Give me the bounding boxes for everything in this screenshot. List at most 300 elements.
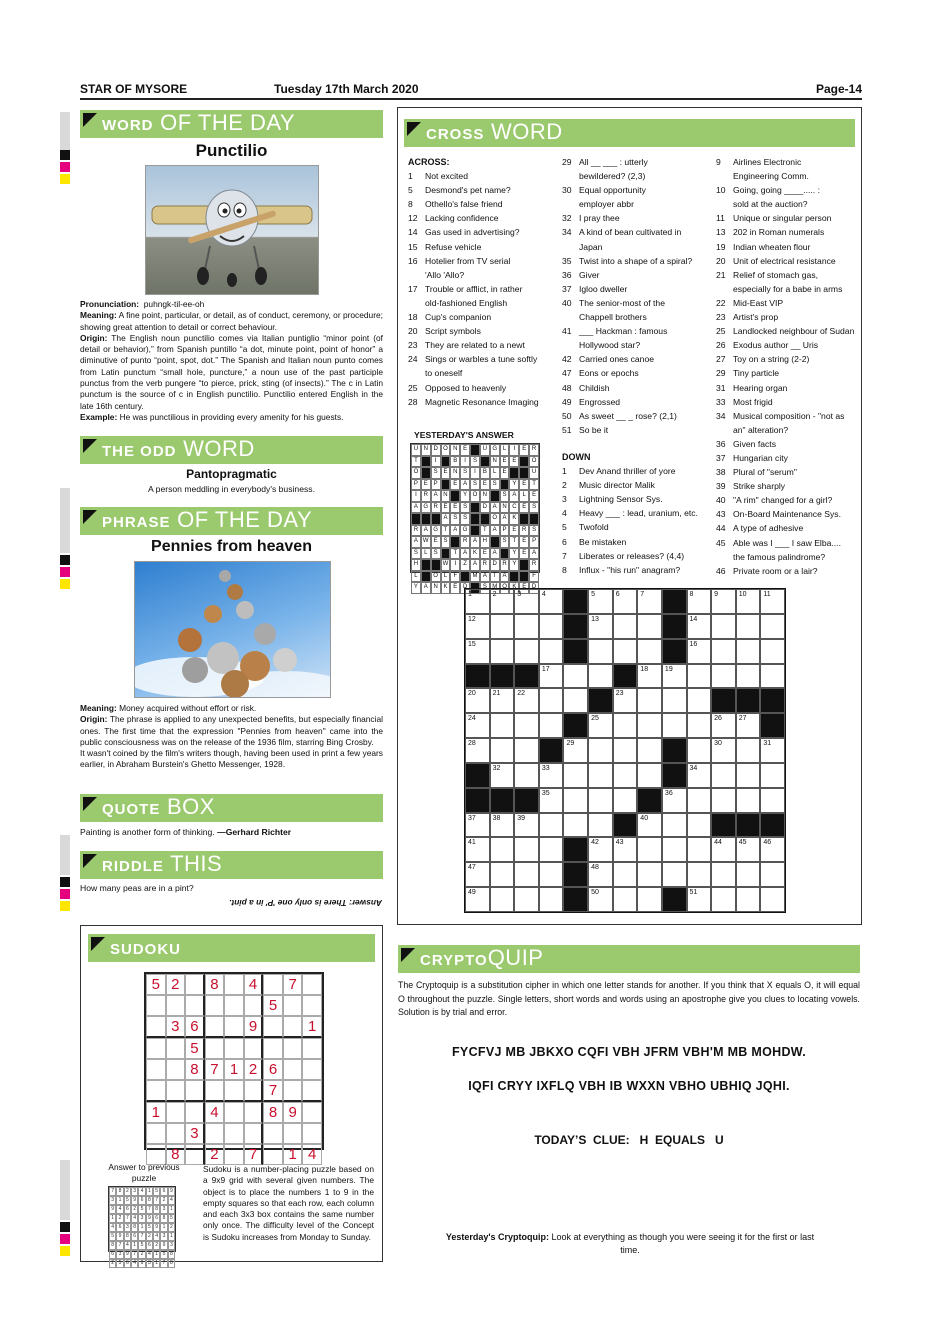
crossword-cell[interactable]: [613, 614, 638, 639]
clue-item: [716, 536, 858, 550]
crossword-cell[interactable]: [539, 713, 564, 738]
crossword-cell[interactable]: [736, 639, 761, 664]
banner-big: WORD: [183, 436, 255, 461]
crossword-cell[interactable]: [662, 713, 687, 738]
crossword-cell[interactable]: 13: [588, 614, 613, 639]
crossword-cell[interactable]: [711, 788, 736, 813]
crossword-cell[interactable]: [563, 688, 588, 713]
clue-text: Mid-East VIP: [733, 297, 784, 308]
airplane-image: [145, 165, 319, 295]
crossword-cell[interactable]: 7: [637, 589, 662, 614]
crossword-cell[interactable]: [637, 738, 662, 763]
crossword-cell[interactable]: 44: [711, 837, 736, 862]
sudoku-cell[interactable]: [166, 1059, 186, 1080]
crossword-cell[interactable]: [687, 664, 712, 689]
crossword-cell[interactable]: [539, 862, 564, 887]
sudoku-cell[interactable]: [166, 1080, 186, 1102]
answer-block: [500, 479, 510, 491]
sudoku-cell[interactable]: [224, 1123, 244, 1144]
crossword-cell[interactable]: 37: [465, 813, 490, 838]
crossword-cell[interactable]: 2: [490, 589, 515, 614]
crossword-cell[interactable]: [760, 614, 785, 639]
sudoku-cell[interactable]: [146, 1059, 166, 1080]
answer-cell: I: [509, 444, 519, 456]
answer-sudoku-cell: 2: [160, 1196, 167, 1205]
sudoku-cell[interactable]: [283, 1080, 303, 1102]
answer-sudoku-cell: 4: [153, 1232, 160, 1241]
down-clues-col2: [562, 450, 712, 577]
answer-cell: A: [421, 525, 431, 537]
crossword-cell[interactable]: [760, 763, 785, 788]
color-swatch: [60, 162, 70, 172]
sudoku-cell[interactable]: [302, 974, 322, 995]
crossword-cell[interactable]: [711, 614, 736, 639]
sudoku-cell[interactable]: [302, 1059, 322, 1080]
crossword-cell[interactable]: [687, 688, 712, 713]
sudoku-cell[interactable]: [224, 995, 244, 1016]
sudoku-cell[interactable]: [146, 1016, 166, 1038]
crossword-cell[interactable]: [588, 813, 613, 838]
crossword-cell[interactable]: [736, 763, 761, 788]
answer-block: [421, 571, 431, 583]
crossword-cell[interactable]: 46: [760, 837, 785, 862]
clue-text: Private room or a lair?: [733, 565, 818, 576]
clue-item: [562, 211, 712, 225]
answer-block: [519, 467, 529, 479]
sudoku-cell[interactable]: [146, 995, 166, 1016]
crossword-cell[interactable]: [539, 688, 564, 713]
crossword-cell[interactable]: 18: [637, 664, 662, 689]
clue-number: 1: [408, 171, 413, 182]
crossword-cell[interactable]: 20: [465, 688, 490, 713]
answer-sudoku-cell: 4: [146, 1250, 153, 1259]
answer-cell: M: [470, 571, 480, 583]
crossword-cell[interactable]: 17: [539, 664, 564, 689]
clue-item: [408, 268, 556, 282]
answer-block: [480, 456, 490, 468]
answer-sudoku-cell: 2: [146, 1232, 153, 1241]
origin-text-2: It wasn't coined by the film's writers though, having been used in print a few years earlier, in Abraham Burstein's Ghetto Messenger, 1928.: [80, 748, 383, 770]
sudoku-cell[interactable]: [283, 1016, 303, 1038]
sudoku-cell[interactable]: [302, 995, 322, 1016]
answer-sudoku-cell: 4: [131, 1214, 138, 1223]
sudoku-cell[interactable]: [283, 1123, 303, 1144]
crossword-cell[interactable]: [687, 713, 712, 738]
crossword-cell[interactable]: 38: [490, 813, 515, 838]
sudoku-banner: [88, 934, 375, 962]
sudoku-cell[interactable]: [146, 1038, 166, 1059]
answer-cell: O: [490, 513, 500, 525]
clue-item: [562, 183, 712, 197]
crossword-cell[interactable]: [613, 862, 638, 887]
crossword-cell[interactable]: 8: [687, 589, 712, 614]
crossword-cell[interactable]: 33: [539, 763, 564, 788]
crossword-cell[interactable]: [490, 639, 515, 664]
crossword-cell[interactable]: 29: [563, 738, 588, 763]
crossword-cell[interactable]: [662, 862, 687, 887]
crossword-cell[interactable]: 1: [465, 589, 490, 614]
crossword-cell[interactable]: 32: [490, 763, 515, 788]
crossword-cell[interactable]: [514, 887, 539, 912]
crossword-cell[interactable]: [613, 738, 638, 763]
sudoku-cell[interactable]: [166, 995, 186, 1016]
crossword-cell[interactable]: [539, 639, 564, 664]
sudoku-cell[interactable]: [263, 1123, 283, 1144]
answer-cell: S: [500, 536, 510, 548]
clue-number: 33: [716, 396, 726, 407]
crossword-cell[interactable]: [736, 738, 761, 763]
crossword-cell[interactable]: [539, 614, 564, 639]
sudoku-cell[interactable]: [224, 1080, 244, 1102]
crossword-cell[interactable]: 35: [539, 788, 564, 813]
crossword-cell[interactable]: [514, 639, 539, 664]
answer-cell: S: [411, 548, 421, 560]
clue-number: 31: [716, 382, 726, 393]
clue-item: [408, 352, 556, 366]
crossword-cell[interactable]: [687, 788, 712, 813]
crossword-cell[interactable]: 14: [687, 614, 712, 639]
crossword-cell[interactable]: [588, 788, 613, 813]
answer-cell: Y: [411, 582, 421, 594]
page-number: Page-14: [815, 82, 862, 96]
crossword-cell[interactable]: 28: [465, 738, 490, 763]
crossword-cell[interactable]: [514, 763, 539, 788]
crossword-cell[interactable]: 4: [539, 589, 564, 614]
sudoku-cell[interactable]: [263, 1016, 283, 1038]
crossword-cell[interactable]: [637, 713, 662, 738]
riddle-answer: Answer: There is only one 'P' in a pint.: [229, 898, 382, 908]
margin-bar: [60, 835, 70, 875]
sudoku-cell[interactable]: [283, 1038, 303, 1059]
sudoku-cell[interactable]: [166, 1038, 186, 1059]
odd-word-banner: [80, 436, 383, 464]
sudoku-cell[interactable]: [205, 995, 225, 1016]
sudoku-cell[interactable]: [185, 995, 205, 1016]
clue-number: 16: [408, 255, 418, 266]
color-swatch: [60, 877, 70, 887]
clue-text: employer abbr: [579, 199, 634, 210]
answer-cell: G: [490, 444, 500, 456]
crossword-cell[interactable]: [687, 837, 712, 862]
margin-bar: [60, 112, 70, 150]
crossword-cell[interactable]: [760, 639, 785, 664]
crossword-cell[interactable]: 26: [711, 713, 736, 738]
sudoku-cell[interactable]: [205, 1080, 225, 1102]
sudoku-cell[interactable]: [244, 1102, 264, 1123]
crossword-cell[interactable]: [514, 713, 539, 738]
banner-small: SUDOKU: [110, 941, 182, 958]
crossword-cell[interactable]: [613, 788, 638, 813]
clue-number: [562, 338, 579, 352]
crossword-cell[interactable]: [490, 614, 515, 639]
answer-cell: E: [500, 467, 510, 479]
crossword-cell[interactable]: [687, 862, 712, 887]
crossword-cell[interactable]: 9: [711, 589, 736, 614]
crossword-block: [563, 614, 588, 639]
crossword-cell[interactable]: 41: [465, 837, 490, 862]
sudoku-cell[interactable]: [302, 1038, 322, 1059]
crossword-grid[interactable]: [464, 588, 786, 913]
crossword-cell[interactable]: 25: [588, 713, 613, 738]
clue-text: Music director Malik: [579, 480, 655, 491]
crossword-cell[interactable]: 5: [588, 589, 613, 614]
crossword-cell[interactable]: 3: [514, 589, 539, 614]
sudoku-cell[interactable]: [166, 1123, 186, 1144]
crossword-cell[interactable]: [588, 763, 613, 788]
crossword-cell[interactable]: [662, 688, 687, 713]
sudoku-cell[interactable]: [224, 974, 244, 995]
crossword-cell[interactable]: [563, 813, 588, 838]
clue-item: [562, 464, 712, 478]
sudoku-cell[interactable]: [302, 1102, 322, 1123]
crossword-cell[interactable]: [736, 788, 761, 813]
clue-text: Twist into a shape of a spiral?: [579, 255, 693, 266]
crossword-cell[interactable]: [637, 639, 662, 664]
crossword-cell[interactable]: [662, 837, 687, 862]
crossword-cell[interactable]: [490, 862, 515, 887]
answer-block: [519, 571, 529, 583]
clue-text: Equal opportunity: [579, 185, 646, 196]
sudoku-cell[interactable]: [205, 1016, 225, 1038]
sudoku-cell[interactable]: [224, 1144, 244, 1165]
crossword-cell[interactable]: 11: [760, 589, 785, 614]
answer-cell: A: [421, 582, 431, 594]
clue-number: 39: [716, 481, 726, 492]
crossword-cell[interactable]: 31: [760, 738, 785, 763]
crossword-cell[interactable]: 36: [662, 788, 687, 813]
crossword-cell[interactable]: [514, 862, 539, 887]
crossword-cell[interactable]: [613, 639, 638, 664]
crossword-cell[interactable]: [563, 664, 588, 689]
crossword-cell[interactable]: 40: [637, 813, 662, 838]
clue-text: A type of adhesive: [733, 523, 804, 534]
sudoku-cell[interactable]: [185, 974, 205, 995]
sudoku-cell[interactable]: [283, 995, 303, 1016]
crossword-cell[interactable]: [539, 813, 564, 838]
sudoku-cell: 7: [263, 1080, 283, 1102]
sudoku-cell[interactable]: [244, 1123, 264, 1144]
crossword-cell[interactable]: 16: [687, 639, 712, 664]
clue-text: Engrossed: [579, 396, 621, 407]
clue-item: [562, 381, 712, 395]
answer-sudoku-cell: 4: [131, 1259, 138, 1268]
crossword-cell[interactable]: 51: [687, 887, 712, 912]
sudoku-cell[interactable]: [146, 1123, 166, 1144]
origin-text: The phrase is applied to any unexpected benefits, but especially financial ones. The first time that the expression "Pennies from heaven" came into the public consciousness was on the release of the 1936 film, starring Bing Crosby.: [80, 714, 383, 747]
crossword-cell[interactable]: 50: [588, 887, 613, 912]
crossword-cell[interactable]: 49: [465, 887, 490, 912]
crossword-cell[interactable]: [687, 738, 712, 763]
answer-sudoku-cell: 1: [109, 1214, 116, 1223]
crossword-cell[interactable]: [490, 738, 515, 763]
sudoku-cell[interactable]: [263, 1038, 283, 1059]
crossword-cell[interactable]: 23: [613, 688, 638, 713]
clue-text: Script symbols: [425, 326, 481, 337]
sudoku-cell[interactable]: [263, 974, 283, 995]
crossword-block: [662, 614, 687, 639]
phrase-title: Pennies from heaven: [151, 538, 312, 555]
clue-item: [716, 437, 858, 451]
sudoku-cell[interactable]: [185, 1102, 205, 1123]
sudoku-cell[interactable]: [185, 1080, 205, 1102]
sudoku-cell[interactable]: [166, 1102, 186, 1123]
crossword-cell[interactable]: [760, 887, 785, 912]
crossword-cell[interactable]: [539, 837, 564, 862]
crossword-cell[interactable]: 48: [588, 862, 613, 887]
crossword-cell[interactable]: 42: [588, 837, 613, 862]
crossword-cell[interactable]: 21: [490, 688, 515, 713]
answer-sudoku-cell: 8: [116, 1187, 123, 1196]
crossword-cell[interactable]: [613, 713, 638, 738]
sudoku-cell: 5: [263, 995, 283, 1016]
sudoku-cell[interactable]: [224, 1038, 244, 1059]
quote-banner: [80, 794, 383, 822]
clue-text: Igloo dweller: [579, 283, 628, 294]
crossword-cell[interactable]: 12: [465, 614, 490, 639]
crossword-cell[interactable]: [563, 763, 588, 788]
crossword-cell[interactable]: 30: [711, 738, 736, 763]
crossword-cell[interactable]: [711, 862, 736, 887]
crossword-cell[interactable]: 43: [613, 837, 638, 862]
answer-sudoku-cell: 8: [109, 1241, 116, 1250]
clue-item: [562, 268, 712, 282]
crossword-cell[interactable]: 15: [465, 639, 490, 664]
sudoku-cell: 1: [302, 1016, 322, 1038]
answer-sudoku-cell: 9: [146, 1214, 153, 1223]
crossword-cell[interactable]: [588, 664, 613, 689]
crossword-cell[interactable]: [711, 664, 736, 689]
clue-text: Tiny particle: [733, 368, 780, 379]
sudoku-cell[interactable]: [302, 1080, 322, 1102]
crossword-cell[interactable]: [563, 788, 588, 813]
crossword-cell[interactable]: [514, 614, 539, 639]
answer-sudoku-cell: 2: [138, 1250, 145, 1259]
crossword-cell[interactable]: 19: [662, 664, 687, 689]
crossword-cell[interactable]: [760, 788, 785, 813]
banner-small: CRYPTO: [420, 952, 488, 969]
clue-number: 38: [716, 467, 726, 478]
answer-cell: O: [470, 490, 480, 502]
clue-number: 40: [716, 495, 726, 506]
answer-cell: O: [431, 571, 441, 583]
crossword-cell[interactable]: [514, 738, 539, 763]
banner-big: OF THE DAY: [177, 507, 313, 532]
answer-block: [470, 525, 480, 537]
answer-cell: G: [460, 525, 470, 537]
sudoku-cell[interactable]: [146, 1080, 166, 1102]
crossword-cell[interactable]: [539, 887, 564, 912]
crossword-cell[interactable]: 27: [736, 713, 761, 738]
sudoku-cell[interactable]: [302, 1123, 322, 1144]
answer-sudoku-cell: 5: [109, 1232, 116, 1241]
crossword-cell[interactable]: 22: [514, 688, 539, 713]
crossword-cell[interactable]: [613, 763, 638, 788]
sudoku-cell[interactable]: [244, 1080, 264, 1102]
crossword-cell[interactable]: [760, 664, 785, 689]
sudoku-cell[interactable]: [224, 1102, 244, 1123]
clue-text: Chappell brothers: [579, 312, 647, 323]
crossword-cell[interactable]: [760, 862, 785, 887]
across-label: ACROSS:: [408, 157, 450, 167]
sudoku-cell[interactable]: [263, 1144, 283, 1165]
clue-item: [716, 225, 858, 239]
crossword-cell[interactable]: [736, 862, 761, 887]
crossword-cell[interactable]: [662, 813, 687, 838]
crossword-cell[interactable]: 24: [465, 713, 490, 738]
color-swatch: [60, 1234, 70, 1244]
crossword-cell[interactable]: 45: [736, 837, 761, 862]
crossword-cell[interactable]: [736, 887, 761, 912]
clue-text: Airlines Electronic: [733, 157, 802, 167]
sudoku-grid[interactable]: [144, 972, 324, 1163]
crossword-cell[interactable]: [637, 763, 662, 788]
answer-sudoku-cell: 5: [138, 1205, 145, 1214]
sudoku-cell[interactable]: [283, 1059, 303, 1080]
answer-block: [509, 571, 519, 583]
crossword-cell[interactable]: [711, 763, 736, 788]
crossword-cell[interactable]: [637, 688, 662, 713]
sudoku-cell[interactable]: [205, 1038, 225, 1059]
answer-cell: O: [441, 444, 451, 456]
answer-sudoku-cell: 1: [116, 1196, 123, 1205]
clue-item: [562, 478, 712, 492]
crossword-cell[interactable]: 47: [465, 862, 490, 887]
crossword-cell[interactable]: [637, 862, 662, 887]
crossword-cell[interactable]: [711, 887, 736, 912]
crossword-cell[interactable]: [514, 837, 539, 862]
clue-number: 17: [408, 283, 418, 294]
crossword-cell[interactable]: [490, 887, 515, 912]
crossword-cell[interactable]: [490, 837, 515, 862]
clue-item: [562, 225, 712, 239]
crossword-cell[interactable]: [588, 639, 613, 664]
margin-bar: [60, 1160, 70, 1220]
crossword-cell[interactable]: [637, 614, 662, 639]
crossword-cell[interactable]: [736, 614, 761, 639]
crossword-cell[interactable]: 39: [514, 813, 539, 838]
crossword-cell[interactable]: [711, 639, 736, 664]
crossword-cell[interactable]: [736, 664, 761, 689]
crossword-cell[interactable]: 10: [736, 589, 761, 614]
crossword-cell[interactable]: 34: [687, 763, 712, 788]
crossword-cell[interactable]: [687, 813, 712, 838]
answer-sudoku-cell: 6: [124, 1205, 131, 1214]
sudoku-cell[interactable]: [244, 1038, 264, 1059]
clue-item: [716, 493, 858, 507]
clue-text: Childish: [579, 382, 610, 393]
answer-cell: E: [519, 479, 529, 491]
answer-block: [470, 444, 480, 456]
crossword-cell[interactable]: [490, 713, 515, 738]
answer-sudoku-cell: 7: [116, 1241, 123, 1250]
crossword-cell[interactable]: [588, 738, 613, 763]
clue-text: an" alteration?: [733, 424, 789, 435]
answer-block: [411, 513, 421, 525]
crossword-cell[interactable]: [613, 887, 638, 912]
crossword-cell[interactable]: [637, 887, 662, 912]
crossword-cell[interactable]: 6: [613, 589, 638, 614]
cryptoquip-banner: [398, 945, 860, 973]
clue-text: Indian wheaten flour: [733, 241, 811, 252]
sudoku-cell[interactable]: [205, 1123, 225, 1144]
sudoku-cell[interactable]: [224, 1016, 244, 1038]
clue-text: Influx - "his run" anagram?: [579, 564, 681, 575]
clue-item: [408, 381, 556, 395]
clue-number: 23: [716, 312, 726, 323]
crossword-cell[interactable]: [637, 837, 662, 862]
answer-block: [431, 559, 441, 571]
sudoku-cell[interactable]: [244, 995, 264, 1016]
